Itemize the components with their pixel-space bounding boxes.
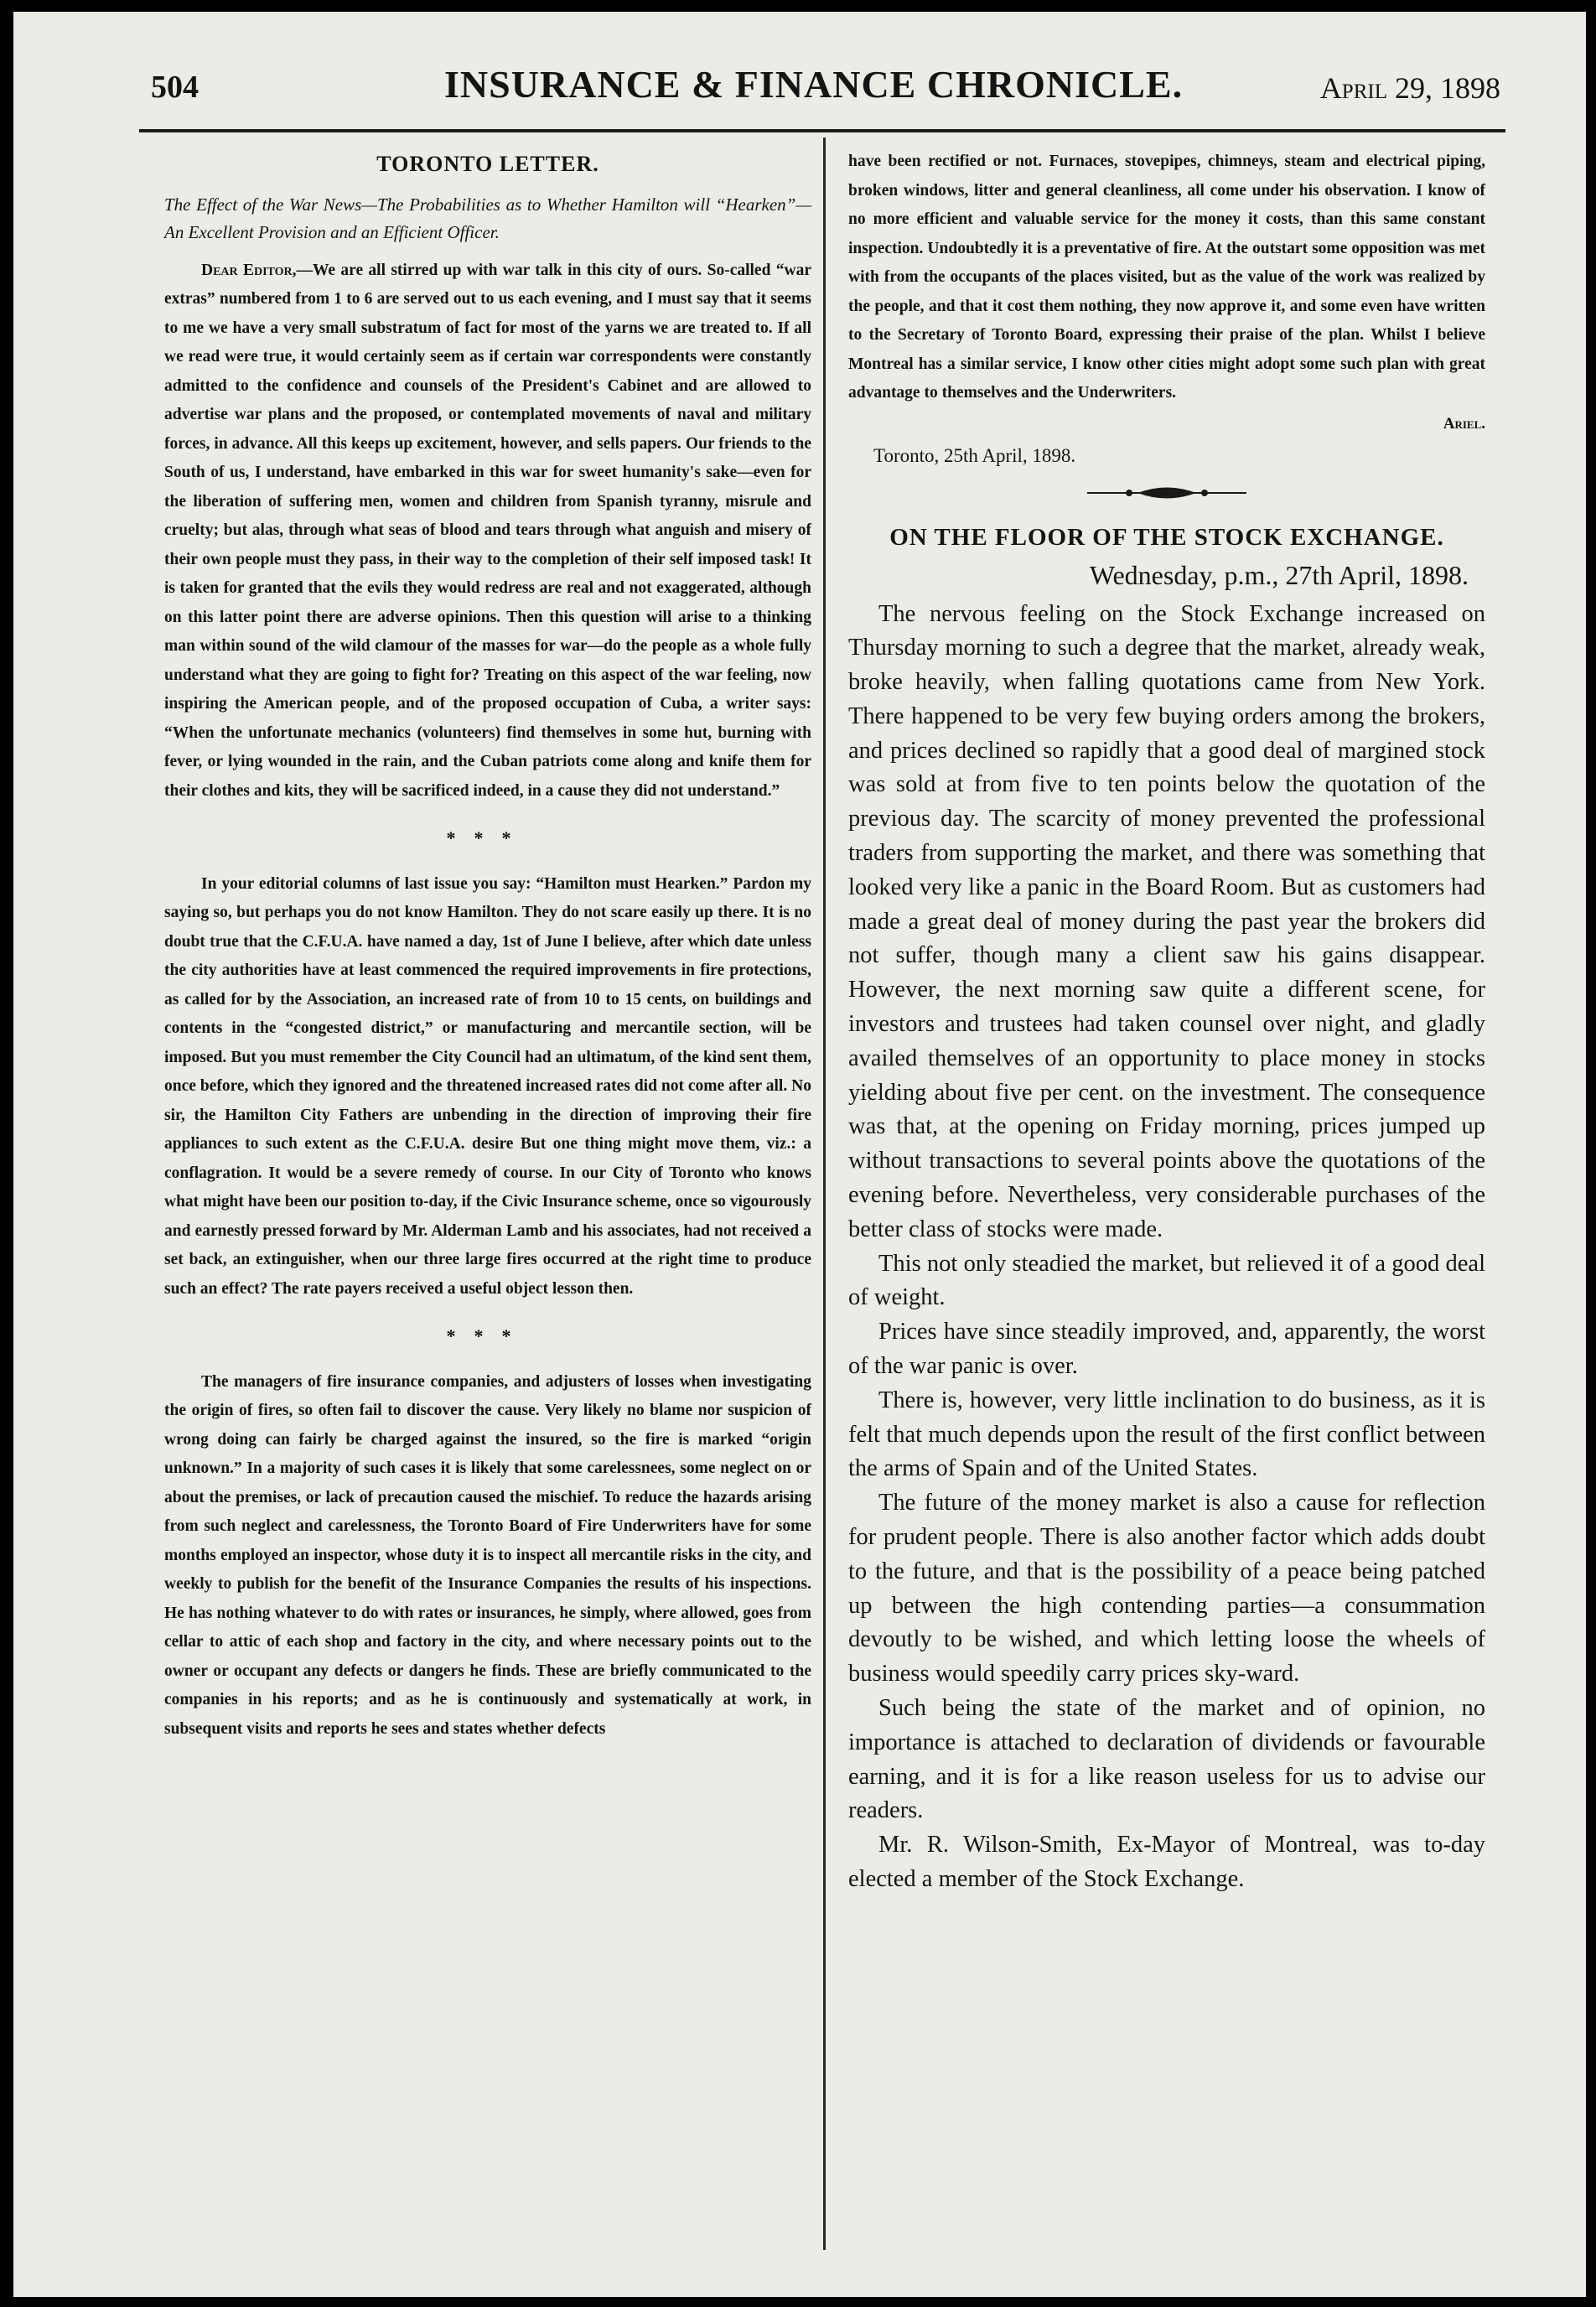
header-rule: [139, 129, 1505, 132]
section-stars: ***: [446, 1325, 530, 1346]
letter-dateline: Toronto, 25th April, 1898.: [873, 444, 1076, 466]
stock-exchange-date: Wednesday, p.m., 27th April, 1898.: [1089, 559, 1469, 590]
right-column: [848, 148, 1485, 1897]
paragraph: There is, however, very little inclination to do business, as it is felt that much depends upon the result of the first conflict between the arms of Spain and of the United States.: [848, 1387, 1485, 1482]
paragraph: Prices have since steadily improved, and, apparently, the worst of the war panic is over.: [848, 1319, 1485, 1380]
paragraph: Mr. R. Wilson-Smith, Ex-Mayor of Montreal, was to-day elected a member of the Stock Exchange.: [848, 1832, 1485, 1892]
letter-continuation: have been rectified or not. Furnaces, stovepipes, chimneys, steam and electrical piping, broken windows, litter and general cleanliness, all come under his observation. I know of no more efficient and valuable service for the money it costs, than this same constant inspection. Undoubtedly it is a preventative of fire. At the outstart some opposition was met with from the occupants of the places visited, but as the value of the work was realized by the people, and that it cost them nothing, they now approve it, and some even have written to the Secretary of Toronto Board, expressing their praise of the plan. Whilst I believe Montreal has a similar service, I know other cities might adopt some such plan with great advantage to themselves and the Underwriters.: [848, 153, 1485, 402]
page-number: 504: [151, 70, 199, 105]
issue-date: April 29, 1898: [1319, 71, 1500, 105]
publication-title: INSURANCE & FINANCE CHRONICLE.: [444, 63, 1184, 106]
paragraph: This not only steadied the market, but relieved it of a good deal of weight.: [848, 1250, 1485, 1311]
toronto-letter-deck: The Effect of the War News—The Probabilities as to Whether Hamilton will “Hearken”—An Excellent Provision and an Efficient Officer.: [164, 194, 811, 242]
letter-signature: Ariel.: [1443, 414, 1485, 433]
toronto-letter-heading: TORONTO LETTER.: [376, 152, 599, 176]
paragraph: [164, 257, 811, 806]
page-header: [142, 52, 1500, 127]
paragraph: Such being the state of the market and of opinion, no importance is attached to declaration of dividends or favourable earning, and it is for a like reason useless for us to advise our readers.: [848, 1695, 1485, 1824]
paragraph: The managers of fire insurance companies, and adjusters of losses when investigating the origin of fires, so often fail to discover the cause. Very likely no blame nor suspicion of wrong doing can fairly be charged against the insured, so the fire is marked “origin unknown.” In a majority of such cases it is likely that some carelessnees, some neglect on or about the premises, or lack of precaution caused the mischief. To reduce the hazards arising from such neglect and carelessness, the Toronto Board of Fire Underwriters have for some months employed an inspector, whose duty it is to inspect all mercantile risks in the city, and weekly to publish for the benefit of the Insurance Companies the results of his inspections. He has nothing whatever to do with rates or insurances, he simply, where allowed, goes from cellar to attic of each shop and factory in the city, and where necessary points out to the owner or occupant any defects or dangers he finds. These are briefly communicated to the companies in his reports; and as he is continuously and systematically at work, in subsequent visits and reports he sees and states whether defects: [164, 1372, 811, 1738]
section-stars: ***: [446, 827, 530, 848]
salutation: Dear Editor,: [201, 261, 297, 279]
newspaper-page: [13, 12, 1586, 2297]
left-column: [164, 150, 811, 1744]
paragraph: In your editorial columns of last issue you say: “Hamilton must Hearken.” Pardon my saying so, but perhaps you do not know Hamilton. They do not scare easily up there. It is no doubt true that the C.F.U.A. have named a day, 1st of June I believe, after which date unless the city authorities have at least commenced the required improvements in fire protections, as called for by the Association, an increased rate of from 10 to 15 cents, on buildings and contents in the “congested district,” or manufacturing and mercantile section, will be imposed. But you must remember the City Council had an ultimatum, of the kind sent them, once before, which they ignored and the threatened increased rates did not come after all. No sir, the Hamilton City Fathers are unbending in the direction of improving their fire appliances to such extent as the C.F.U.A. desire But one thing might move them, viz.: a conflagration. It would be a severe remedy of course. In our City of Toronto who knows what might have been our position to-day, if the Civic Insurance scheme, once so vigourously and earnestly pressed forward by Mr. Alderman Lamb and his associates, had not received a set back, an extinguisher, when our three large fires occurred at the right time to produce such an effect? The rate payers received a useful object lesson then.: [164, 874, 811, 1298]
column-divider: [823, 137, 826, 2250]
paragraph: The future of the money market is also a cause for reflection for prudent people. There is also another factor which adds doubt to the future, and that is the possibility of a peace being patched up between the high contending parties—a consummation devoutly to be wished, and which letting loose the wheels of business would speedily carry prices sky-ward.: [848, 1490, 1485, 1687]
stock-exchange-heading: ON THE FLOOR OF THE STOCK EXCHANGE.: [889, 523, 1444, 551]
ornament-divider-icon: [1087, 484, 1246, 502]
paragraph: The nervous feeling on the Stock Exchange increased on Thursday morning to such a degree that the market, already weak, broke heavily, when falling quotations came from New York. There happened to be very few buying orders among the brokers, and prices declined so rapidly that a good deal of margined stock was sold at from five to ten points below the quotation of the previous day. The scarcity of money prevented the professional traders from supporting the market, and there was something that looked very like a panic in the Board Room. But as customers had made a great deal of money during the past year the brokers did not suffer, though many a client saw his gains disappear. However, the next morning saw quite a different scene, for investors and trustees had taken counsel over night, and gladly availed themselves of an opportunity to place money in stocks yielding about five per cent. on the investment. The consequence was that, at the opening on Friday morning, prices jumped up without transactions to several points above the quotations of the evening before. Nevertheless, very considerable purchases of the better class of stocks were made.: [848, 600, 1485, 1242]
paragraph-text: —We are all stirred up with war talk in this city of ours. So-called “war extras” numbered from 1 to 6 are served out to us each evening, and I must say that it seems to me we have a very small substratum of fact for most of the yarns we are treated to. If all we read were true, it would certainly seem as if certain war correspondents were constantly admitted to the confidence and counsels of the President's Cabinet and are allowed to advertise war plans and the proposed, or contemplated movements of naval and military forces, in advance. All this keeps up excitement, however, and sells papers. Our friends to the South of us, I understand, have embarked in this war for sweet humanity's sake—even for the liberation of suffering men, women and children from Spanish tyranny, misrule and cruelty; but alas, through what seas of blood and tears through what anguish and misery of their own people must they pass, in their way to the completion of their self imposed task! It is taken for granted that the evils they would redress are real and not exaggerated, although on this latter point there are adverse opinions. Then this question will arise to a thinking man within sound of the wild clamour of the masses for war—do the people as a whole fully understand what they are going to fight for? Treating on this aspect of the war feeling, now inspiring the American people, and of the proposed occupation of Cuba, a writer says: “When the unfortunate mechanics (volunteers) find themselves in some hut, burning with fever, or lying wounded in the rain, and the Cuban patriots come along and knife them for their clothes and kits, they will be sacrificed indeed, in a cause they did not understand.”: [164, 261, 811, 800]
